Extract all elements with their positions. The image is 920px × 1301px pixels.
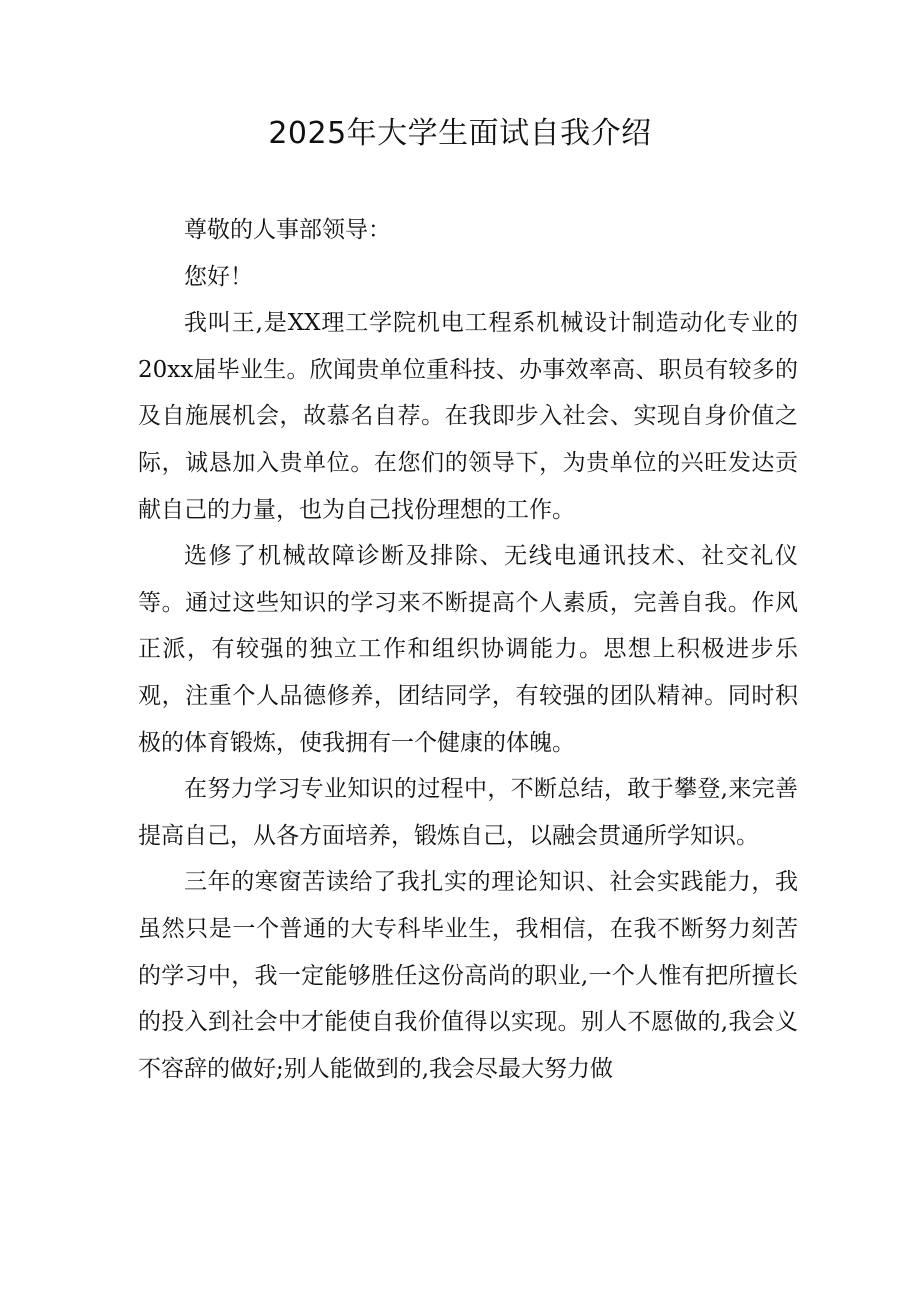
document-title: 2025年大学生面试自我介绍	[268, 116, 652, 151]
salutation-line: 尊敬的人事部领导：	[184, 217, 391, 243]
greeting-line: 您好！	[184, 263, 253, 290]
body-paragraph: 选修了机械故障诊断及排除、无线电通讯技术、社交礼仪等。通过这些知识的学习来不断提高个人素质，完善自我。作风正派，有较强的独立工作和组织协调能力。思想上积极进步乐观，注重个人品德修养，团结同学，有较强的团队精神。同时积极的体育锻炼，使我拥有一个健康的体魄。	[138, 543, 798, 756]
body-paragraph: 在努力学习专业知识的过程中，不断总结，敢于攀登,来完善提高自己，从各方面培养，锻炼自己，以融会贯通所学知识。	[138, 776, 798, 849]
document-body	[138, 207, 798, 1092]
body-paragraph: 三年的寒窗苦读给了我扎实的理论知识、社会实践能力，我虽然只是一个普通的大专科毕业生，我相信，在我不断努力刻苦的学习中，我一定能够胜任这份高尚的职业,一个人惟有把所擅长的投入到社会中才能使自我价值得以实现。别人不愿做的,我会义不容辞的做好;别人能做到的,我会尽最大努力做	[138, 869, 798, 1082]
body-paragraph: 我叫王,是XX理工学院机电工程系机械设计制造动化专业的20xx届毕业生。欣闻贵单位重科技、办事效率高、职员有较多的及自施展机会，故慕名自荐。在我即步入社会、实现自身价值之际，诚恳加入贵单位。在您们的领导下，为贵单位的兴旺发达贡献自己的力量，也为自己找份理想的工作。	[138, 310, 798, 523]
